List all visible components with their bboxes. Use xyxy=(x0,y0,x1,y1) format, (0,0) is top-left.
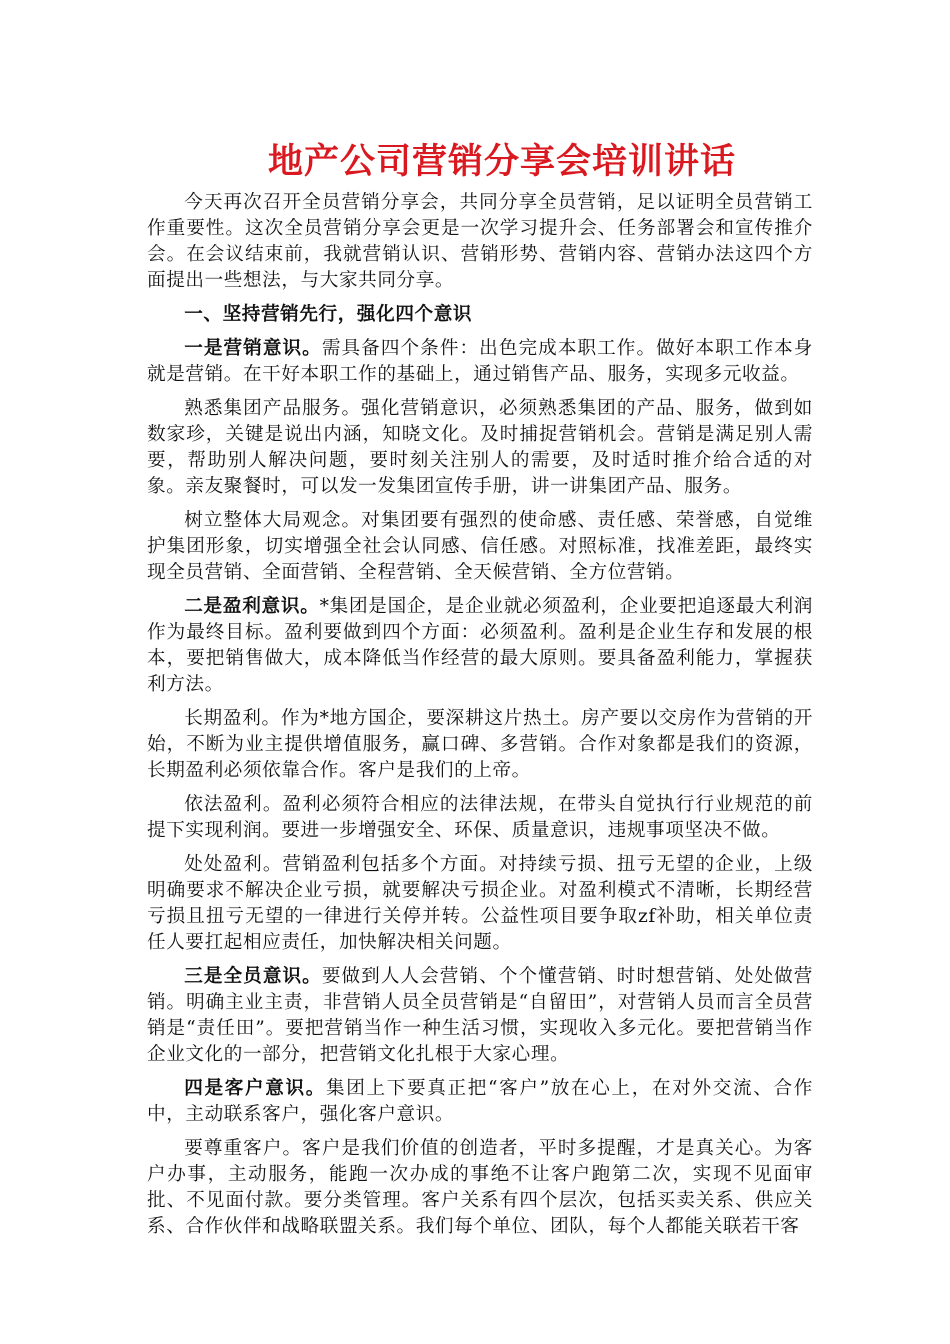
document-body xyxy=(147,190,813,1248)
paragraph-lawful-profit xyxy=(147,792,813,844)
paragraph-text: 长期盈利。作为*地方国企，要深耕这片热土。房产要以交房作为营销的开始，不断为业主提供增值服务，赢口碑、多营销。合作对象都是我们的资源，长期盈利必须依靠合作。客户是我们的上帝。 xyxy=(147,708,813,781)
paragraph-lead: 三是全员意识。 xyxy=(184,966,322,987)
document-title: 地产公司营销分享会培训讲话 xyxy=(267,141,736,182)
paragraph-text: 集团上下要真正把“客户”放在心上，在对外交流、合作中，主动联系客户，强化客户意识。 xyxy=(147,1078,814,1125)
paragraph-marketing-awareness xyxy=(147,336,813,388)
paragraph-text: 要做到人人会营销、个个懂营销、时时想营销、处处做营销。明确主业主责，非营销人员全员营销是“自留田”，对营销人员而言全员营销是“责任田”。要把营销当作一种生活习惯，实现收入多元化。要把营销当作企业文化的一部分，把营销文化扎根于大家心理。 xyxy=(147,966,813,1065)
paragraph-big-picture xyxy=(147,508,813,586)
paragraph-text: 树立整体大局观念。对集团要有强烈的使命感、责任感、荣誉感，自觉维护集团形象，切实增强全社会认同感、信任感。对照标准，找准差距，最终实现全员营销、全面营销、全程营销、全天候营销、全方位营销。 xyxy=(147,510,813,583)
section-heading: 一、坚持营销先行，强化四个意识 xyxy=(184,304,473,325)
paragraph-customer-awareness xyxy=(147,1076,813,1128)
paragraph-profit-everywhere xyxy=(147,852,813,956)
paragraph-long-term-profit xyxy=(147,706,813,784)
paragraph-product-knowledge xyxy=(147,396,813,500)
paragraph-intro xyxy=(147,190,813,294)
paragraph-profit-awareness xyxy=(147,594,813,698)
paragraph-text: *集团是国企，是企业就必须盈利，企业要把追逐最大利润作为最终目标。盈利要做到四个方面：必须盈利。盈利是企业生存和发展的根本，要把销售做大，成本降低当作经营的最大原则。要具备盈利能力，掌握获利方法。 xyxy=(147,596,813,695)
paragraph-respect-customers xyxy=(147,1136,813,1240)
paragraph-lead: 一是营销意识。 xyxy=(184,338,322,359)
paragraph-text: 要尊重客户。客户是我们价值的创造者，平时多提醒，才是真关心。为客户办事，主动服务，能跑一次办成的事绝不让客户跑第二次，实现不见面审批、不见面付款。要分类管理。客户关系有四个层次，包括买卖关系、供应关系、合作伙伴和战略联盟关系。我们每个单位、团队，每个人都能关联若干客 xyxy=(147,1138,813,1237)
paragraph-text: 依法盈利。盈利必须符合相应的法律法规，在带头自觉执行行业规范的前提下实现利润。要进一步增强安全、环保、质量意识，违规事项坚决不做。 xyxy=(147,794,813,841)
paragraph-text: 需具备四个条件：出色完成本职工作。做好本职工作本身就是营销。在干好本职工作的基础上，通过销售产品、服务，实现多元收益。 xyxy=(147,338,813,385)
paragraph-text: 熟悉集团产品服务。强化营销意识，必须熟悉集团的产品、服务，做到如数家珍，关键是说出内涵，知晓文化。及时捕捉营销机会。营销是满足别人需要，帮助别人解决问题，要时刻关注别人的需要，及时适时推介给合适的对象。亲友聚餐时，可以发一发集团宣传手册，讲一讲集团产品、服务。 xyxy=(147,398,813,497)
paragraph-text: 今天再次召开全员营销分享会，共同分享全员营销，足以证明全员营销工作重要性。这次全员营销分享会更是一次学习提升会、任务部署会和宣传推介会。在会议结束前，我就营销认识、营销形势、营销内容、营销办法这四个方面提出一些想法，与大家共同分享。 xyxy=(147,192,813,291)
paragraph-lead: 二是盈利意识。 xyxy=(184,596,320,617)
paragraph-lead: 四是客户意识。 xyxy=(184,1078,326,1099)
paragraph-all-staff-awareness xyxy=(147,964,813,1068)
paragraph-text: 处处盈利。营销盈利包括多个方面。对持续亏损、扭亏无望的企业，上级明确要求不解决企业亏损，就要解决亏损企业。对盈利模式不清晰，长期经营亏损且扭亏无望的一律进行关停并转。公益性项目要争取zf补助，相关单位责任人要扛起相应责任，加快解决相关问题。 xyxy=(147,854,813,953)
